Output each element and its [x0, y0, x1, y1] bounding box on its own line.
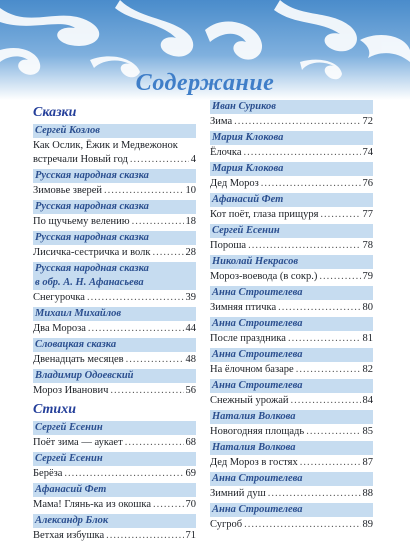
entry-author: Николай Некрасов — [210, 255, 373, 269]
toc-entry[interactable] — [33, 483, 196, 511]
entry-title: встречали Новый год — [33, 154, 128, 165]
leader-dots — [288, 332, 361, 345]
entry-title-row — [210, 362, 373, 376]
leader-dots — [234, 115, 360, 128]
toc-entry[interactable] — [210, 472, 373, 500]
page-number: 89 — [362, 519, 373, 530]
toc-entry[interactable] — [210, 410, 373, 438]
entry-title: Зимний душ — [210, 488, 266, 499]
entry-author: Наталия Волкова — [210, 410, 373, 424]
page-number: 85 — [362, 426, 373, 437]
entry-author: Иван Суриков — [210, 100, 373, 114]
entry-title: Зимняя птичка — [210, 302, 277, 313]
entry-author: Сергей Козлов — [33, 124, 196, 138]
entry-title-row — [33, 321, 196, 335]
entry-title-line: Как Ослик, Ёжик и Медвежонок — [33, 140, 178, 151]
leader-dots — [261, 177, 361, 190]
entry-title: Пороша — [210, 240, 247, 251]
page-number: 56 — [185, 385, 196, 396]
toc-entry[interactable] — [33, 231, 196, 259]
entry-title-row — [33, 245, 196, 259]
entry-author: Русская народная сказка — [33, 231, 196, 245]
page-number: 74 — [362, 147, 373, 158]
entry-author: Анна Строителева — [210, 317, 373, 331]
entry-title-row — [33, 497, 196, 511]
entry-title-row — [210, 486, 373, 500]
entry-title: Новогодняя площадь — [210, 426, 305, 437]
entry-title-row — [210, 331, 373, 345]
entry-title-row — [33, 352, 196, 366]
entry-title: Двенадцать месяцев — [33, 354, 124, 365]
toc-entry[interactable] — [33, 307, 196, 335]
page-number: 10 — [185, 185, 196, 196]
toc-entry[interactable] — [210, 379, 373, 407]
entry-title: Два Мороза — [33, 323, 86, 334]
entry-title-row — [210, 300, 373, 314]
leader-dots — [126, 353, 184, 366]
leader-dots — [104, 184, 183, 197]
entry-author: Афанасий Фет — [210, 193, 373, 207]
entry-title-row — [33, 435, 196, 449]
page-number: 77 — [362, 209, 373, 220]
page-number: 28 — [185, 247, 196, 258]
entry-title-row — [33, 152, 196, 166]
entry-title-row — [210, 424, 373, 438]
toc-entry[interactable] — [210, 100, 373, 128]
toc-entry[interactable] — [210, 441, 373, 469]
entry-title-row — [210, 269, 373, 283]
entry-author: Александр Блок — [33, 514, 196, 528]
page-number: 18 — [185, 216, 196, 227]
toc-entry[interactable] — [33, 452, 196, 480]
leader-dots — [88, 322, 184, 335]
leader-dots — [110, 384, 183, 397]
entry-title-row — [33, 383, 196, 397]
leader-dots — [153, 498, 184, 511]
leader-dots — [125, 436, 184, 449]
toc-right-column — [210, 100, 373, 534]
entry-author: Русская народная сказка — [33, 200, 196, 214]
toc-entry[interactable] — [210, 162, 373, 190]
toc-entry[interactable] — [33, 200, 196, 228]
page-title: Содержание — [135, 70, 275, 96]
page-number: 87 — [362, 457, 373, 468]
entry-author: Мария Клокова — [210, 131, 373, 145]
page-number: 72 — [362, 116, 373, 127]
entry-title: Сугроб — [210, 519, 243, 530]
entry-author: Афанасий Фет — [33, 483, 196, 497]
entry-title: Ветхая избушка — [33, 530, 105, 541]
leader-dots — [106, 529, 183, 541]
entry-title-row — [33, 183, 196, 197]
leader-dots — [306, 425, 360, 438]
toc-entry[interactable] — [210, 224, 373, 252]
toc-entry[interactable] — [210, 348, 373, 376]
entry-title-row — [210, 455, 373, 469]
page-number: 39 — [185, 292, 196, 303]
entry-title: Зимовье зверей — [33, 185, 103, 196]
toc-entry[interactable] — [33, 338, 196, 366]
entry-title-row — [210, 114, 373, 128]
entry-title: Ёлочка — [210, 147, 242, 158]
page-number: 82 — [362, 364, 373, 375]
leader-dots — [248, 239, 360, 252]
entry-title-row — [33, 466, 196, 480]
entry-author: Словацкая сказка — [33, 338, 196, 352]
page-number: 81 — [362, 333, 373, 344]
entry-title: На ёлочном базаре — [210, 364, 294, 375]
entry-author: Анна Строителева — [210, 503, 373, 517]
entry-title: Берёза — [33, 468, 63, 479]
page-number: 70 — [185, 499, 196, 510]
entry-title-row — [210, 176, 373, 190]
entry-title-row — [210, 145, 373, 159]
leader-dots — [132, 215, 184, 228]
entry-author: Сергей Есенин — [33, 421, 196, 435]
page-number: 79 — [362, 271, 373, 282]
toc-entry[interactable] — [210, 131, 373, 159]
entry-title: Лисичка-сестричка и волк — [33, 247, 151, 258]
entry-author: Анна Строителева — [210, 348, 373, 362]
page-number: 88 — [362, 488, 373, 499]
toc-entry[interactable] — [33, 124, 196, 166]
toc-entry[interactable] — [33, 262, 196, 304]
toc-entry[interactable] — [210, 503, 373, 531]
leader-dots — [278, 301, 360, 314]
leader-dots — [319, 270, 360, 283]
page-number: 69 — [185, 468, 196, 479]
toc-entry[interactable] — [33, 421, 196, 449]
entry-title: Снежный урожай — [210, 395, 289, 406]
section-heading: Сказки — [33, 105, 77, 120]
page-number: 44 — [185, 323, 196, 334]
section-heading: Стихи — [33, 402, 76, 417]
entry-author: Анна Строителева — [210, 379, 373, 393]
leader-dots — [130, 153, 189, 166]
entry-author: Наталия Волкова — [210, 441, 373, 455]
entry-author: Сергей Есенин — [33, 452, 196, 466]
leader-dots — [296, 363, 361, 376]
entry-author: Анна Строителева — [210, 472, 373, 486]
toc-entry[interactable] — [33, 514, 196, 541]
entry-title: По щучьему велению — [33, 216, 130, 227]
entry-author: Владимир Одоевский — [33, 369, 196, 383]
toc-entry[interactable] — [33, 169, 196, 197]
toc-entry[interactable] — [210, 286, 373, 314]
entry-author: Русская народная сказка — [33, 169, 196, 183]
entry-author: Мария Клокова — [210, 162, 373, 176]
entry-title-row — [210, 517, 373, 531]
toc-entry[interactable] — [33, 369, 196, 397]
entry-title: Снегурочка — [33, 292, 85, 303]
entry-title: Кот поёт, глаза прищуря — [210, 209, 319, 220]
leader-dots — [152, 246, 183, 259]
page-number: 68 — [185, 437, 196, 448]
leader-dots — [320, 208, 360, 221]
entry-title: Мама! Глянь-ка из окошка — [33, 499, 151, 510]
toc-entry[interactable] — [210, 317, 373, 345]
entry-author: Русская народная сказка — [33, 262, 196, 276]
page-number: 80 — [362, 302, 373, 313]
entry-title-row — [33, 290, 196, 304]
entry-title-row — [33, 528, 196, 541]
page-number: 76 — [362, 178, 373, 189]
page-number: 4 — [190, 154, 196, 165]
entry-title: Дед Мороз — [210, 178, 259, 189]
page-number: 84 — [362, 395, 373, 406]
leader-dots — [87, 291, 184, 304]
page-number: 71 — [185, 530, 196, 541]
toc-left-column — [33, 100, 196, 541]
toc-entry[interactable] — [210, 193, 373, 221]
entry-author: Сергей Есенин — [210, 224, 373, 238]
entry-title-row — [210, 207, 373, 221]
entry-author: Анна Строителева — [210, 286, 373, 300]
leader-dots — [268, 487, 361, 500]
leader-dots — [290, 394, 360, 407]
entry-author: Михаил Михайлов — [33, 307, 196, 321]
entry-title: Зима — [210, 116, 233, 127]
entry-title-row — [210, 393, 373, 407]
entry-title: После праздника — [210, 333, 286, 344]
entry-title: Дед Мороз в гостях — [210, 457, 298, 468]
page-number: 48 — [185, 354, 196, 365]
leader-dots — [64, 467, 183, 480]
toc-entry[interactable] — [210, 255, 373, 283]
leader-dots — [244, 146, 361, 159]
entry-author: в обр. А. Н. Афанасьева — [33, 276, 196, 290]
leader-dots — [300, 456, 361, 469]
entry-title: Поёт зима — аукает — [33, 437, 123, 448]
leader-dots — [244, 518, 360, 531]
entry-title-row — [210, 238, 373, 252]
entry-title: Мороз Иванович — [33, 385, 109, 396]
entry-title-row — [33, 214, 196, 228]
entry-title: Мороз-воевода (в сокр.) — [210, 271, 318, 282]
page-number: 78 — [362, 240, 373, 251]
